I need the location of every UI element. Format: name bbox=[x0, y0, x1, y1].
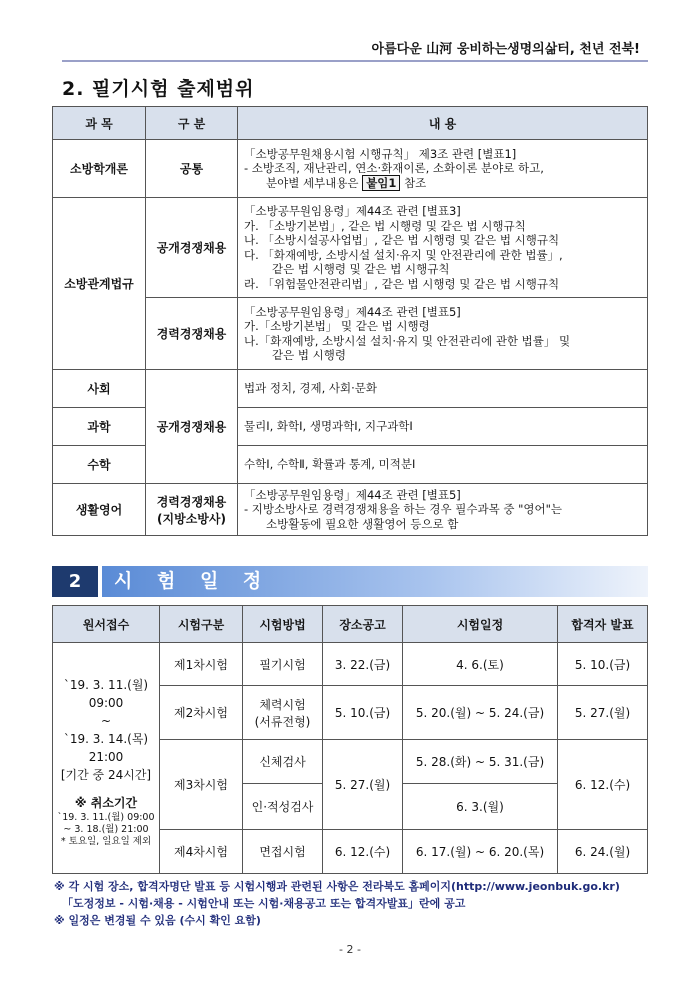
section-title-scope: 2. 필기시험 출제범위 bbox=[62, 78, 255, 100]
cancel-period-title: ※ 취소기간 bbox=[74, 795, 138, 810]
column-header: 내 용 bbox=[238, 107, 648, 140]
period-line: `19. 3. 14.(목) bbox=[63, 731, 149, 746]
period-line: `19. 3. 11.(월) bbox=[63, 677, 149, 692]
content-cell bbox=[238, 198, 648, 298]
stage-cell: 제2차시험 bbox=[160, 686, 243, 740]
content-cell bbox=[238, 298, 648, 370]
subject-cell: 생활영어 bbox=[53, 484, 146, 536]
section-banner-schedule bbox=[52, 566, 648, 597]
header-slogan: 아름다운 山河 웅비하는생명의삶터, 천년 전북! bbox=[371, 42, 640, 57]
method-cell bbox=[243, 686, 323, 740]
table-row bbox=[53, 484, 648, 536]
content-cell: 수학Ⅰ, 수학Ⅱ, 확률과 통계, 미적분Ⅰ bbox=[238, 446, 648, 484]
content-line: 라. 「위험물안전관리법」, 같은 법 시행령 및 같은 법 시행규칙 bbox=[244, 276, 560, 291]
date-cell: 6. 17.(월) ~ 6. 20.(목) bbox=[403, 830, 558, 874]
content-text: 참조 bbox=[404, 175, 427, 190]
note-line: ※ 일정은 변경될 수 있음 (수시 확인 요함) bbox=[54, 914, 261, 927]
table-row bbox=[53, 446, 648, 484]
period-line: ~ bbox=[100, 713, 112, 728]
content-line: 소방활동에 필요한 생활영어 등으로 함 bbox=[266, 516, 459, 531]
method-cell: 필기시험 bbox=[243, 643, 323, 686]
content-line: 나. 「소방시설공사업법」, 같은 법 시행령 및 같은 법 시행규칙 bbox=[244, 233, 560, 247]
content-line: 「소방공무원임용령」제44조 관련 [별표5] bbox=[244, 304, 461, 319]
column-header: 시험일정 bbox=[403, 606, 558, 643]
column-header: 구 분 bbox=[146, 107, 238, 140]
category-cell: 공개경쟁채용 bbox=[146, 370, 238, 484]
notice-cell: 6. 12.(수) bbox=[323, 830, 403, 874]
table-header-row bbox=[53, 606, 648, 643]
header-divider bbox=[62, 60, 648, 62]
notice-cell: 5. 27.(월) bbox=[323, 740, 403, 830]
result-cell: 6. 24.(월) bbox=[558, 830, 648, 874]
column-header: 과 목 bbox=[53, 107, 146, 140]
table-row bbox=[53, 643, 648, 686]
page-number: - 2 - bbox=[339, 943, 361, 956]
content-line: 「소방공무원임용령」제44조 관련 [별표5] bbox=[244, 487, 461, 502]
subject-cell: 소방학개론 bbox=[53, 140, 146, 198]
content-line: 나.「화재예방, 소방시설 설치·유지 및 안전관리에 관한 법률」 및 bbox=[244, 333, 571, 348]
result-cell: 5. 27.(월) bbox=[558, 686, 648, 740]
content-text: 분야별 세부내용은 bbox=[266, 175, 359, 190]
content-line: - 소방조직, 재난관리, 연소·화재이론, 소화이론 분야로 하고, bbox=[244, 161, 544, 176]
date-cell: 5. 28.(화) ~ 5. 31.(금) bbox=[403, 740, 558, 784]
content-cell: 법과 정치, 경제, 사회·문화 bbox=[238, 370, 648, 408]
subject-cell: 사회 bbox=[53, 370, 146, 408]
schedule-notes bbox=[54, 878, 620, 929]
period-line: [기간 중 24시간] bbox=[60, 767, 152, 782]
content-line: 같은 법 시행령 및 같은 법 시행규칙 bbox=[272, 262, 450, 276]
column-header: 원서접수 bbox=[53, 606, 160, 643]
category-line: 경력경쟁채용 bbox=[156, 494, 227, 509]
notice-cell: 3. 22.(금) bbox=[323, 643, 403, 686]
table-row bbox=[53, 198, 648, 298]
category-cell: 공통 bbox=[146, 140, 238, 198]
category-cell: 경력경쟁채용 bbox=[146, 298, 238, 370]
column-header: 시험방법 bbox=[243, 606, 323, 643]
content-line: 같은 법 시행령 bbox=[272, 348, 346, 362]
attachment-label: 붙임1 bbox=[362, 175, 400, 191]
result-cell: 5. 10.(금) bbox=[558, 643, 648, 686]
period-line: 09:00 bbox=[88, 695, 124, 710]
note-line: 「도정정보 - 시험·채용 - 시험안내 또는 시험·채용공고 또는 합격자발표」란에 공고 bbox=[62, 897, 466, 910]
subject-cell: 수학 bbox=[53, 446, 146, 484]
content-line: 가. 「소방기본법」, 같은 법 시행령 및 같은 법 시행규칙 bbox=[244, 218, 526, 233]
column-header: 합격자 발표 bbox=[558, 606, 648, 643]
table-header-row bbox=[53, 107, 648, 140]
method-cell: 신체검사 bbox=[243, 740, 323, 784]
method-line: (서류전형) bbox=[254, 714, 311, 729]
table-row bbox=[53, 370, 648, 408]
application-period-cell bbox=[53, 643, 160, 874]
table-row bbox=[53, 140, 648, 198]
category-cell: 공개경쟁채용 bbox=[146, 198, 238, 298]
method-line: 체력시험 bbox=[259, 697, 306, 712]
column-header: 장소공고 bbox=[323, 606, 403, 643]
content-line: - 지방소방사로 경력경쟁채용을 하는 경우 필수과목 중 "영어"는 bbox=[244, 502, 563, 517]
date-cell: 6. 3.(월) bbox=[403, 784, 558, 830]
stage-cell: 제1차시험 bbox=[160, 643, 243, 686]
cancel-period-line: `19. 3. 11.(월) 09:00 bbox=[57, 811, 155, 823]
section-title-schedule: 시 험 일 정 bbox=[114, 570, 271, 592]
note-line: ※ 각 시험 장소, 합격자명단 발표 등 시험시행과 관련된 사항은 전라북도 홈페이지(http://www.jeonbuk.go.kr) bbox=[54, 880, 620, 893]
content-line: 가.「소방기본법」 및 같은 법 시행령 bbox=[244, 319, 430, 333]
exam-schedule-table bbox=[52, 605, 648, 874]
date-cell: 4. 6.(토) bbox=[403, 643, 558, 686]
content-cell: 물리Ⅰ, 화학Ⅰ, 생명과학Ⅰ, 지구과학Ⅰ bbox=[238, 408, 648, 446]
date-cell: 5. 20.(월) ~ 5. 24.(금) bbox=[403, 686, 558, 740]
stage-cell: 제4차시험 bbox=[160, 830, 243, 874]
content-line: 「소방공무원채용시험 시행규칙」 제3조 관련 [별표1] bbox=[244, 146, 517, 161]
content-cell bbox=[238, 484, 648, 536]
content-cell bbox=[238, 140, 648, 198]
stage-cell: 제3차시험 bbox=[160, 740, 243, 830]
section-number: 2 bbox=[52, 566, 98, 597]
category-line: (지방소방사) bbox=[157, 511, 226, 526]
method-cell: 인·적성검사 bbox=[243, 784, 323, 830]
table-row bbox=[53, 408, 648, 446]
result-cell: 6. 12.(수) bbox=[558, 740, 648, 830]
banner-bar bbox=[102, 566, 648, 597]
notice-cell: 5. 10.(금) bbox=[323, 686, 403, 740]
column-header: 시험구분 bbox=[160, 606, 243, 643]
content-line: 「소방공무원임용령」제44조 관련 [별표3] bbox=[244, 204, 461, 218]
content-line: 다. 「화재예방, 소방시설 설치·유지 및 안전관리에 관한 법률」, bbox=[244, 247, 563, 262]
period-line: 21:00 bbox=[88, 749, 124, 764]
subject-cell: 소방관계법규 bbox=[53, 198, 146, 370]
method-cell: 면접시험 bbox=[243, 830, 323, 874]
cancel-period-line: ~ 3. 18.(월) 21:00 bbox=[63, 823, 149, 835]
category-cell bbox=[146, 484, 238, 536]
cancel-period-note: * 토요일, 일요일 제외 bbox=[60, 835, 152, 847]
subject-cell: 과학 bbox=[53, 408, 146, 446]
exam-scope-table bbox=[52, 106, 648, 536]
content-line bbox=[244, 176, 641, 191]
